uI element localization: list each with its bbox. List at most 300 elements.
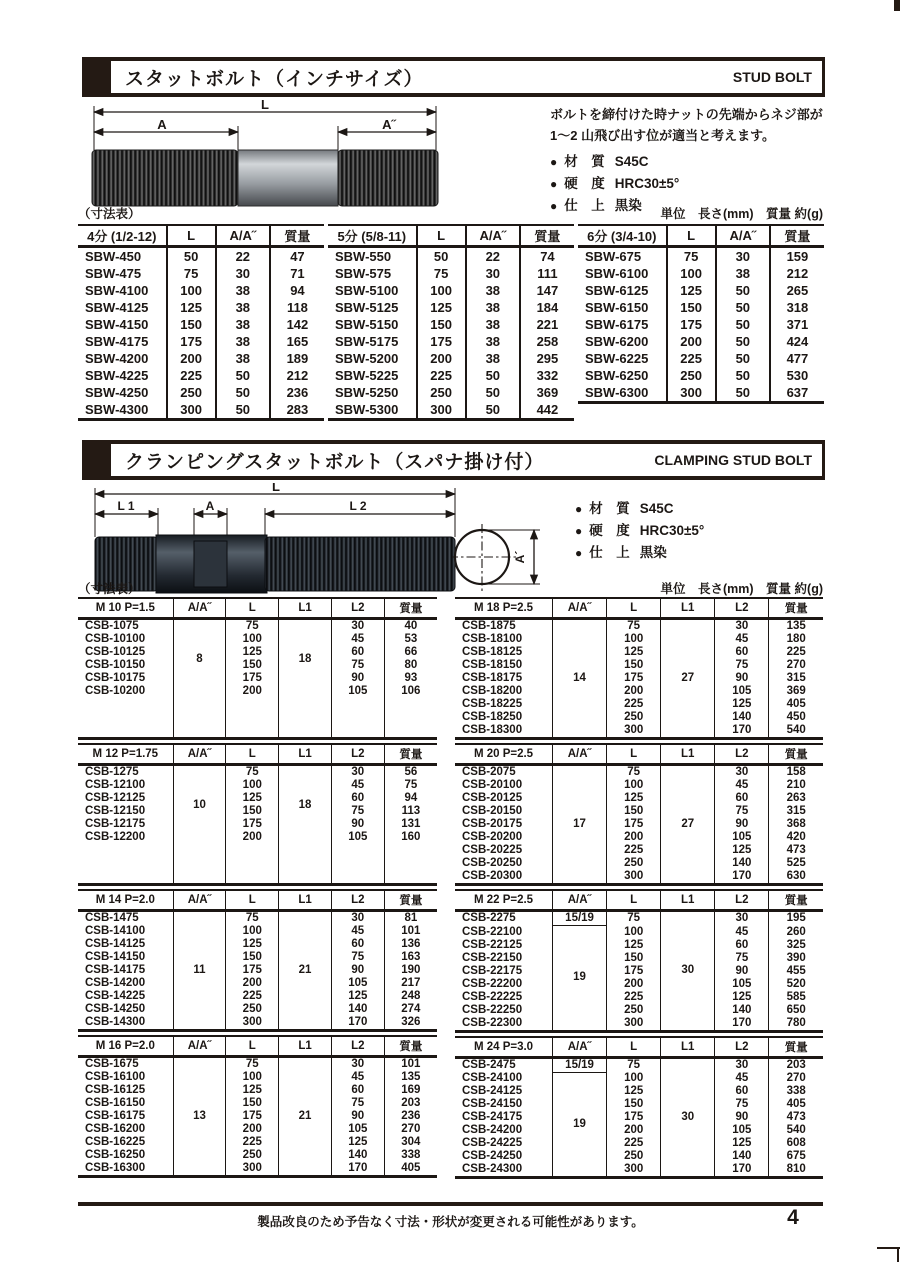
cell-mass: 315 [769,672,823,685]
cell-empty [78,870,173,885]
cell-aa: 10 [173,765,226,845]
table-title: M 14 P=2.0 [78,890,173,911]
table-row [455,939,823,952]
cell-value: 100 [667,265,716,282]
table-header-row [78,1036,437,1057]
spec-value: HRC30±5° [639,523,705,538]
cell-aa: 15/19 [553,1057,607,1072]
cell-empty [279,844,332,857]
table-row [78,333,324,350]
cell-mass: 450 [769,711,823,724]
cell-mass: 136 [384,938,437,951]
cell-mass: 420 [769,831,823,844]
cell-l: 250 [607,711,661,724]
cell-empty [331,844,384,857]
cell-mass: 248 [384,990,437,1003]
cell-part-number: CSB-24150 [462,1098,523,1110]
column-header: L [226,1036,279,1057]
sbw-table [578,224,824,404]
cell-value: 38 [466,316,520,333]
column-header: L2 [331,598,384,619]
table-header-row [78,225,324,247]
cell-value: 637 [770,384,824,403]
cell-mass: 203 [384,1097,437,1110]
cell-l: 150 [607,805,661,818]
cell-empty [226,844,279,857]
usage-note-line2: 1～2 山飛び出す位が適当と考えます。 [550,128,776,143]
usage-note-line1: ボルトを締付けた時ナットの先端からネジ部が [550,107,823,122]
cell-l2: 75 [331,805,384,818]
cell-l: 250 [607,1004,661,1017]
cell-l: 175 [226,818,279,831]
cell-l2: 45 [331,633,384,646]
column-header: L1 [661,1037,715,1058]
cell-mass: 810 [769,1163,823,1178]
cell-value: 50 [216,401,270,420]
table-row [455,792,823,805]
cell-empty [384,724,437,739]
column-header: L2 [331,744,384,765]
cell-l: 75 [226,911,279,926]
cell-value: 38 [466,350,520,367]
cell-l2: 60 [715,939,769,952]
cell-value: 100 [167,282,216,299]
table-header-row [78,744,437,765]
column-header: A/A˝ [553,598,607,619]
table-row-empty [78,870,437,885]
cell-l: 125 [607,1085,661,1098]
cell-mass: 180 [769,633,823,646]
bolt-thread-left [92,150,238,206]
cell-value: 189 [270,350,324,367]
cell-part-number: SBW-4100 [85,283,149,298]
spec-label: 仕 上 [564,198,605,213]
table-row [328,367,574,384]
cell-aa: 17 [553,765,607,885]
cell-part-number: SBW-4175 [85,334,149,349]
dim-label-A: A [205,499,215,513]
column-header: 質量 [769,598,823,619]
column-header: A/A˝ [553,890,607,911]
cell-empty [78,724,173,739]
section-title-en: CLAMPING STUD BOLT [654,452,812,468]
cell-l2: 105 [715,685,769,698]
column-header: A/A˝ [173,890,226,911]
cell-value: 50 [466,367,520,384]
cell-l2: 45 [715,926,769,939]
cell-part-number: SBW-6200 [585,334,649,349]
bullet-icon: ● [575,524,583,538]
cell-l: 200 [607,978,661,991]
table-row [78,938,437,951]
cell-part-number: SBW-4250 [85,385,149,400]
cell-value: 38 [216,282,270,299]
cell-l2: 125 [715,844,769,857]
cell-value: 442 [520,401,574,420]
spec-line [575,542,704,564]
cell-l: 100 [226,633,279,646]
spec-value: HRC30±5° [614,176,680,191]
table-row [455,831,823,844]
column-header: L2 [715,598,769,619]
cell-part-number: CSB-22300 [462,1016,523,1029]
cell-mass: 260 [769,926,823,939]
cell-empty [226,857,279,870]
cell-l: 300 [226,1016,279,1031]
table-row [328,401,574,420]
cell-part-number: CSB-2475 [462,1058,516,1071]
cell-empty [226,698,279,711]
cell-part-number: SBW-5150 [335,317,399,332]
cell-part-number: CSB-1675 [85,1058,139,1070]
cell-value: 38 [466,282,520,299]
table-row [455,844,823,857]
section-header-clamping-stud-bolt [82,440,825,480]
cell-value: 30 [216,265,270,282]
cell-mass: 780 [769,1017,823,1032]
cell-l: 175 [607,818,661,831]
table-row [455,991,823,1004]
cell-empty [384,844,437,857]
cell-l: 150 [226,805,279,818]
cell-value: 50 [716,316,770,333]
column-header: 質量 [384,744,437,765]
cell-value: 50 [216,367,270,384]
cell-mass: 520 [769,978,823,991]
cell-value: 200 [417,350,466,367]
cell-mass: 270 [384,1123,437,1136]
section-header-stud-bolt [82,57,825,97]
column-header: L1 [279,744,332,765]
cell-l2: 90 [331,672,384,685]
cell-part-number: CSB-12200 [85,831,146,843]
table-row [78,1003,437,1016]
cell-l2: 125 [715,991,769,1004]
table-row [78,367,324,384]
cell-value: 150 [167,316,216,333]
table-row [455,1137,823,1150]
cell-value: 159 [770,247,824,266]
cell-l: 175 [607,672,661,685]
table-row [455,1004,823,1017]
cell-mass: 675 [769,1150,823,1163]
cell-value: 332 [520,367,574,384]
table-row [78,1071,437,1084]
cell-value: 50 [417,247,466,266]
table-row [578,350,824,367]
cell-value: 75 [167,265,216,282]
dim-label-L: L [272,483,280,494]
cell-empty [384,857,437,870]
table-row [78,925,437,938]
cell-l: 75 [607,911,661,926]
cell-empty [173,698,226,711]
table-row [78,765,437,780]
spec-value: S45C [614,154,649,169]
column-header: L [607,890,661,911]
table-row [328,265,574,282]
footer-disclaimer: 製品改良のため予告なく寸法・形状が変更される可能性があります。 [257,1215,644,1229]
table-row [78,633,437,646]
cell-part-number: SBW-5300 [335,402,399,417]
cell-value: 94 [270,282,324,299]
cell-mass: 66 [384,646,437,659]
cell-l: 175 [226,1110,279,1123]
column-header: 質量 [769,744,823,765]
dim-label-L: L [261,100,269,112]
cell-l2: 30 [331,619,384,634]
cell-l2: 45 [715,633,769,646]
cell-part-number: SBW-6300 [585,385,649,400]
cell-l2: 90 [715,965,769,978]
cell-l2: 105 [715,1124,769,1137]
cell-l: 300 [607,1017,661,1032]
cell-l2: 75 [331,659,384,672]
cell-mass: 135 [384,1071,437,1084]
cell-l: 100 [607,1072,661,1085]
cell-l: 75 [607,1057,661,1072]
table-row [78,672,437,685]
cell-value: 175 [417,333,466,350]
cell-part-number: CSB-16100 [85,1071,146,1083]
cell-value: 175 [167,333,216,350]
cell-l: 175 [226,964,279,977]
cell-empty [78,711,173,724]
cell-mass: 540 [769,1124,823,1137]
dimension-table-label: （寸法表） [78,207,141,221]
cell-l: 100 [607,633,661,646]
cell-value: 250 [417,384,466,401]
cell-l: 100 [607,779,661,792]
table-title: 6分 (3/4-10) [578,225,667,247]
column-header: A/A˝ [553,1037,607,1058]
cell-part-number: CSB-22150 [462,951,523,964]
cell-l: 75 [226,765,279,780]
table-title: M 10 P=1.5 [78,598,173,619]
cell-empty [331,724,384,739]
cell-l: 300 [607,870,661,885]
cell-l2: 140 [331,1003,384,1016]
cell-l: 125 [226,646,279,659]
table-row [78,1057,437,1072]
table-row [455,646,823,659]
dim-label-A2: A˝ [382,117,396,132]
column-header: 質量 [270,225,324,247]
cell-mass: 217 [384,977,437,990]
cell-value: 38 [216,350,270,367]
cell-value: 50 [466,401,520,420]
cell-mass: 81 [384,911,437,926]
table-row [578,384,824,403]
table-row [455,1150,823,1163]
cell-value: 477 [770,350,824,367]
cell-l1: 27 [661,619,715,739]
cell-value: 47 [270,247,324,266]
cell-l: 300 [226,1162,279,1177]
table-row [78,265,324,282]
cell-empty [279,711,332,724]
cell-value: 283 [270,401,324,420]
cell-part-number: CSB-2075 [462,766,516,778]
column-header: 質量 [384,890,437,911]
dim-label-L1: L 1 [117,499,135,513]
section-title-jp: クランピングスタットボルト（スパナ掛け付） [125,451,545,473]
table-row [78,1123,437,1136]
crop-mark [897,1247,899,1262]
cell-mass: 203 [769,1057,823,1072]
cell-part-number: CSB-18100 [462,633,523,645]
cell-empty [384,870,437,885]
cell-part-number: SBW-6250 [585,368,649,383]
column-header: L1 [661,598,715,619]
cell-aa: 14 [553,619,607,739]
column-header: 質量 [520,225,574,247]
cell-l2: 60 [715,646,769,659]
cell-part-number: CSB-20225 [462,844,523,856]
cell-mass: 56 [384,765,437,780]
cell-part-number: CSB-18200 [462,685,523,697]
cell-value: 424 [770,333,824,350]
sbw-table [78,224,324,421]
cell-part-number: CSB-16125 [85,1084,146,1096]
cell-value: 125 [667,282,716,299]
spec-line [575,498,704,520]
table-row [78,401,324,420]
cell-part-number: CSB-12125 [85,792,146,804]
column-header: L2 [715,890,769,911]
table-row [78,350,324,367]
cell-value: 38 [216,333,270,350]
cell-aa: 8 [173,619,226,699]
csb-table [455,889,823,1033]
cell-value: 125 [417,299,466,316]
cell-part-number: SBW-5225 [335,368,399,383]
cell-l: 75 [607,765,661,780]
spec-label: 材 質 [589,501,630,516]
cell-l: 200 [226,831,279,844]
cell-part-number: CSB-14225 [85,990,146,1002]
cell-part-number: CSB-12150 [85,805,146,817]
cell-l2: 75 [331,1097,384,1110]
table-row [78,316,324,333]
cell-value: 38 [216,316,270,333]
cell-value: 75 [667,247,716,266]
cell-part-number: CSB-14100 [85,925,146,937]
cell-l2: 60 [715,792,769,805]
material-specs [575,498,704,564]
cell-value: 184 [520,299,574,316]
table-title: M 18 P=2.5 [455,598,553,619]
table-row [78,247,324,266]
cell-aa: 19 [553,926,607,1032]
cell-l1: 21 [279,911,332,1031]
cell-l2: 125 [715,1137,769,1150]
cell-value: 74 [520,247,574,266]
table-row [455,818,823,831]
table-row [455,659,823,672]
cell-empty [279,857,332,870]
cell-part-number: SBW-4300 [85,402,149,417]
cell-part-number: SBW-5250 [335,385,399,400]
table-row [78,964,437,977]
spec-label: 硬 度 [589,523,630,538]
table-title: M 22 P=2.5 [455,890,553,911]
table-title: M 16 P=2.0 [78,1036,173,1057]
table-row [455,672,823,685]
table-row [455,633,823,646]
cell-part-number: CSB-14150 [85,951,146,963]
cell-l2: 30 [331,911,384,926]
cell-l: 225 [226,1136,279,1149]
cell-mass: 131 [384,818,437,831]
cell-l: 300 [607,724,661,739]
table-row [78,911,437,926]
cell-l2: 75 [715,659,769,672]
cell-l: 250 [607,1150,661,1163]
header-cap-block [85,61,111,93]
cell-l1: 27 [661,765,715,885]
table-row [328,247,574,266]
table-row [78,659,437,672]
cell-mass: 405 [769,698,823,711]
cell-value: 265 [770,282,824,299]
table-meta-row [78,204,823,222]
table-row-empty [78,844,437,857]
table-meta-row [78,579,823,597]
cell-value: 50 [716,282,770,299]
cell-empty [173,724,226,739]
cell-empty [226,724,279,739]
cell-l2: 105 [715,978,769,991]
cell-empty [279,724,332,739]
cell-part-number: CSB-1875 [462,620,516,632]
section-title-en: STUD BOLT [732,69,812,85]
cell-l: 225 [607,698,661,711]
cell-part-number: CSB-1275 [85,766,139,778]
cell-part-number: CSB-10125 [85,646,146,658]
table-row [455,870,823,885]
cell-part-number: CSB-10200 [85,685,146,697]
cell-part-number: CSB-24200 [462,1124,523,1136]
table-row [78,977,437,990]
cell-l: 300 [607,1163,661,1178]
cell-part-number: CSB-20175 [462,818,523,830]
column-header: L1 [661,890,715,911]
cell-mass: 113 [384,805,437,818]
cell-value: 318 [770,299,824,316]
table-row-empty [78,711,437,724]
cell-empty [173,711,226,724]
cell-l1: 18 [279,765,332,845]
table-row [78,831,437,844]
cell-empty [173,857,226,870]
column-header: L [226,890,279,911]
cell-value: 200 [667,333,716,350]
cell-value: 111 [520,265,574,282]
cell-mass: 101 [384,925,437,938]
cell-part-number: SBW-5175 [335,334,399,349]
cell-part-number: SBW-575 [335,266,392,281]
column-header: A/A˝ [173,1036,226,1057]
cell-part-number: SBW-475 [85,266,142,281]
cell-mass: 80 [384,659,437,672]
cell-value: 369 [520,384,574,401]
column-header: A/A˝ [173,598,226,619]
cell-value: 22 [216,247,270,266]
table-header-row [455,744,823,765]
cell-mass: 608 [769,1137,823,1150]
cell-l2: 105 [331,977,384,990]
